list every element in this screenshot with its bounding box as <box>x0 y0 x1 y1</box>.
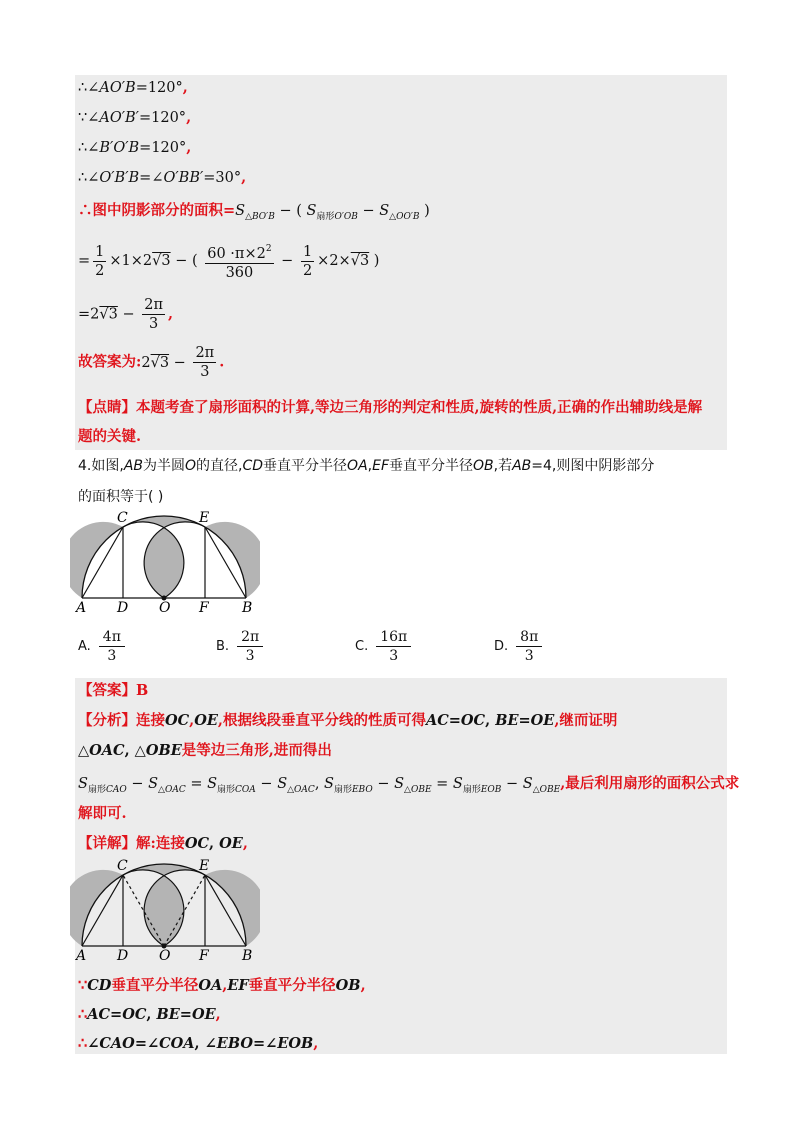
svg-text:O: O <box>159 948 171 964</box>
label-f: F <box>199 600 209 616</box>
shaded-region-left <box>70 522 123 598</box>
comment-line-2: 题的关键. <box>78 428 142 445</box>
analysis-line-3: $S_{扇形CAO} - S_{\triangle OAC} = S_{扇形COA} - S_{\triangle OAC}$, $S_{扇形EBO} - S_{\triangle OBE} = S_{扇形EOB} - S_{\triangle OBE}$,最后利用扇形的面积公式求 <box>78 775 740 795</box>
svg-text:F: F <box>199 948 209 964</box>
step-area-substitute: = $\frac{1}{2}$ ×1×2√3 − ( $\frac{60 \cdot\pi\times 2^2}{360}$ − $\frac{1}{2}$ ×2×√3 ) <box>78 240 379 282</box>
comment-line-1: 【点睛】本题考查了扇形面积的计算,等边三角形的判定和性质,旋转的性质,正确的作出辅助线是解 <box>78 399 703 416</box>
step-angle-2: ∵∠AO′B′=120°, <box>78 109 192 126</box>
label-c: C <box>117 510 128 526</box>
detail-line-3: ∴AC=OC, BE=OE, <box>78 1006 221 1023</box>
option-d[interactable]: D. $\frac{8\pi}{3}$ <box>494 628 542 665</box>
step-angle-3: ∴∠B′O′B=120°, <box>78 139 192 156</box>
step-area-result: =2√3 − $\frac{2\pi}{3}$ , <box>78 297 174 332</box>
analysis-line-4: 解即可. <box>78 805 127 822</box>
detail-line-4: ∴∠CAO=∠COA, ∠EBO=∠EOB, <box>78 1035 319 1052</box>
answer-line: 【答案】B <box>78 682 149 699</box>
svg-text:E: E <box>199 858 210 874</box>
option-b[interactable]: B. $\frac{2\pi}{3}$ <box>216 628 263 665</box>
step-area-formula: ∴图中阴影部分的面积$=S_{\triangle BO'B}$ − ( $S_{扇形O'OB} - S_{\triangle OO'B}$ ) <box>78 202 430 222</box>
question-line-1: 4.如图,AB为半圆O的直径,CD垂直平分半径OA,EF垂直平分半径OB,若AB=4,则图中阴影部分 <box>78 458 655 474</box>
svg-text:B: B <box>242 948 253 964</box>
question-figure <box>70 508 260 618</box>
option-c[interactable]: C. $\frac{16\pi}{3}$ <box>355 628 411 665</box>
label-e: E <box>199 510 210 526</box>
label-a: A <box>76 600 87 616</box>
option-a[interactable]: A. $\frac{4\pi}{3}$ <box>78 628 125 665</box>
question-line-2: 的面积等于( ) <box>78 489 164 505</box>
label-d: D <box>117 600 129 616</box>
svg-text:D: D <box>117 948 129 964</box>
analysis-line-1: 【分析】连接OC,OE,根据线段垂直平分线的性质可得AC=OC, BE=OE,继而证明 <box>78 712 618 729</box>
step-angle-1: ∴∠AO′B=120°, <box>78 79 188 96</box>
shaded-region-middle <box>123 516 205 598</box>
step-angle-4: ∴∠O′B′B=∠O′BB′=30°, <box>78 169 247 186</box>
detail-line-2: ∵CD垂直平分半径OA,EF垂直平分半径OB, <box>78 977 366 994</box>
analysis-line-2: △OAC, △OBE是等边三角形,进而得出 <box>78 742 332 759</box>
detail-line-1: 【详解】解:连接OC, OE, <box>78 835 248 852</box>
svg-text:C: C <box>117 858 128 874</box>
detail-figure <box>70 856 260 966</box>
label-b: B <box>242 600 253 616</box>
final-answer: 故答案为:2√3 − $\frac{2\pi}{3}$ . <box>78 345 225 380</box>
label-o: O <box>159 600 171 616</box>
shaded-region-right <box>205 522 260 598</box>
svg-text:A: A <box>76 948 87 964</box>
